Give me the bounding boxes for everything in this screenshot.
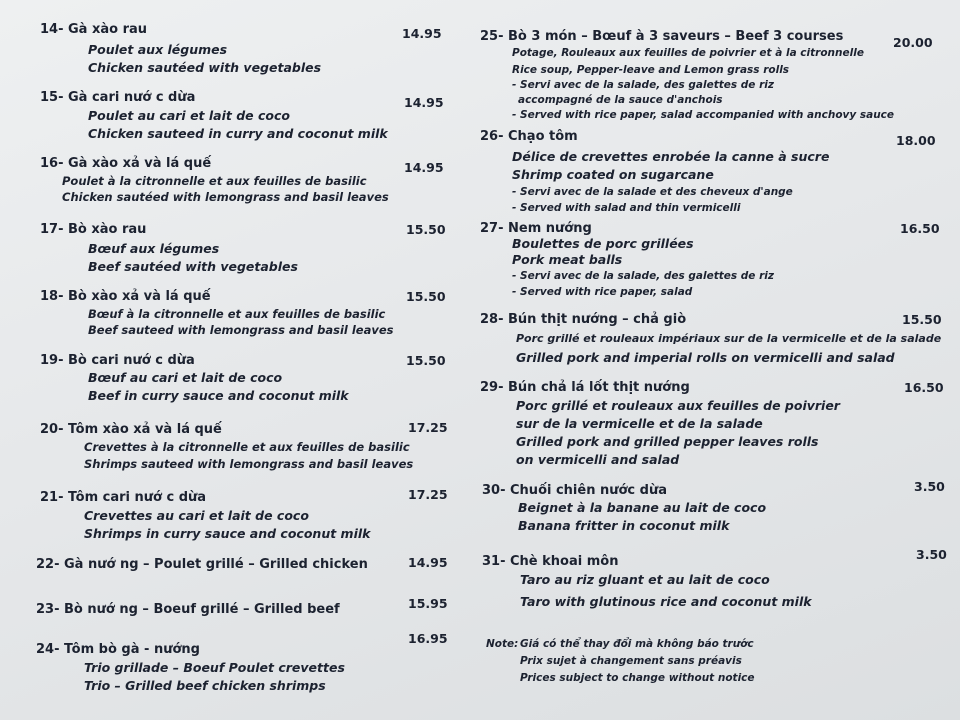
item-name: 24- Tôm bò gà - nướng — [36, 642, 200, 657]
item-name: 26- Chạo tôm — [480, 129, 578, 144]
item-desc-fr: Bœuf aux légumes — [88, 241, 220, 256]
item-desc-line: - Servi avec de la salade, des galettes de riz — [512, 79, 774, 91]
menu-item-15 — [40, 90, 444, 143]
menu-item-22 — [36, 555, 448, 572]
item-price: 14.95 — [404, 160, 444, 175]
item-desc-fr: Crevettes à la citronnelle et aux feuilles de basilic — [84, 440, 410, 454]
menu-item-28 — [480, 312, 940, 367]
item-price: 17.25 — [408, 420, 448, 435]
item-desc-line: Shrimp coated on sugarcane — [512, 167, 714, 182]
menu-item-24 — [36, 631, 448, 695]
item-desc-line: Délice de crevettes enrobée la canne à sucre — [512, 149, 830, 164]
item-price: 16.95 — [408, 631, 448, 646]
item-desc-line: Grilled pork and imperial rolls on vermicelli and salad — [516, 350, 895, 365]
item-name: 14- Gà xào rau — [40, 22, 148, 37]
item-price: 3.50 — [914, 479, 945, 494]
item-desc-en: Chicken sautéed with vegetables — [88, 60, 322, 75]
item-desc-line: Potage, Rouleaux aux feuilles de poivrier et à la citronnelle — [512, 47, 864, 59]
item-name: 21- Tôm cari nướ c dừa — [40, 490, 207, 505]
item-name: 18- Bò xào xả và lá quế — [40, 289, 211, 304]
menu-item-18 — [40, 289, 446, 338]
item-price: 15.50 — [902, 312, 942, 327]
item-desc-fr: Bœuf à la citronnelle et aux feuilles de basilic — [88, 307, 386, 321]
item-name: 29- Bún chả lá lốt thịt nướng — [480, 380, 690, 395]
item-desc-en: Beef in curry sauce and coconut milk — [88, 388, 349, 403]
item-price: 15.50 — [406, 289, 446, 304]
menu-item-20 — [40, 420, 448, 472]
item-desc-line: Porc grillé et rouleaux impériaux sur de la vermicelle et de la salade — [516, 332, 942, 345]
item-desc-line: accompagné de la sauce d'anchois — [518, 94, 723, 106]
menu-item-23 — [36, 596, 448, 617]
item-desc-line: Boulettes de porc grillées — [512, 236, 694, 251]
menu-item-31 — [482, 547, 947, 611]
menu-item-26 — [480, 129, 940, 216]
item-desc-line: Porc grillé et rouleaux aux feuilles de poivrier — [516, 398, 840, 413]
item-price: 15.50 — [406, 353, 446, 368]
note-line-fr: Prix sujet à changement sans préavis — [520, 655, 742, 667]
item-name: 17- Bò xào rau — [40, 222, 147, 237]
item-desc-line: Rice soup, Pepper-leave and Lemon grass rolls — [512, 64, 790, 76]
item-desc-en: Beef sauteed with lemongrass and basil leaves — [88, 323, 394, 337]
item-desc-fr: Trio grillade – Boeuf Poulet crevettes — [84, 660, 345, 675]
menu-item-29 — [480, 380, 944, 469]
item-price: 18.00 — [896, 133, 936, 148]
item-name: 23- Bò nướ ng – Boeuf grillé – Grilled beef — [36, 602, 340, 617]
item-name: 31- Chè khoai môn — [482, 554, 619, 569]
item-desc-en: Beef sautéed with vegetables — [88, 259, 298, 274]
item-price: 14.95 — [408, 555, 448, 570]
menu-item-21 — [40, 487, 448, 543]
menu-item-17 — [40, 222, 446, 276]
menu-item-16 — [40, 156, 444, 205]
item-price: 17.25 — [408, 487, 448, 502]
item-desc-line: Grilled pork and grilled pepper leaves rolls — [516, 434, 819, 449]
menu-item-19 — [40, 353, 446, 405]
item-desc-line: - Served with rice paper, salad accompanied with anchovy sauce — [512, 109, 895, 121]
item-price: 20.00 — [893, 35, 933, 50]
item-name: 22- Gà nướ ng – Poulet grillé – Grilled chicken — [36, 557, 368, 572]
item-name: 30- Chuối chiên nước dừa — [482, 483, 667, 498]
item-desc-line: - Served with salad and thin vermicelli — [512, 202, 741, 214]
item-price: 15.50 — [406, 222, 446, 237]
note-line-en: Prices subject to change without notice — [520, 672, 755, 684]
item-desc-en: Chicken sauteed in curry and coconut milk — [88, 126, 388, 141]
item-desc-line: - Servi avec de la salade et des cheveux d'ange — [512, 186, 793, 198]
item-name: 20- Tôm xào xả và lá quế — [40, 422, 222, 437]
menu-item-27 — [480, 221, 940, 300]
item-desc-en: Chicken sautéed with lemongrass and basil leaves — [62, 190, 389, 204]
item-desc-fr: Crevettes au cari et lait de coco — [84, 508, 309, 523]
item-price: 3.50 — [916, 547, 947, 562]
menu-item-30 — [482, 479, 945, 535]
item-desc-line: sur de la vermicelle et de la salade — [516, 416, 763, 431]
item-name: 16- Gà xào xả và lá quế — [40, 156, 212, 171]
item-desc-line: Taro with glutinous rice and coconut milk — [520, 594, 812, 609]
item-price: 14.95 — [404, 95, 444, 110]
item-price: 16.50 — [904, 380, 944, 395]
item-desc-en: Shrimps sauteed with lemongrass and basil leaves — [84, 457, 414, 471]
item-name: 27- Nem nướng — [480, 221, 592, 236]
item-desc-fr: Bœuf au cari et lait de coco — [88, 370, 283, 385]
item-name: 28- Bún thịt nướng – chả giò — [480, 312, 687, 327]
item-desc-en: Shrimps in curry sauce and coconut milk — [84, 526, 371, 541]
menu-item-25 — [480, 29, 940, 123]
menu-item-14 — [40, 22, 440, 77]
note-line-vi: Giá có thể thay đổi mà không báo trước — [520, 638, 754, 650]
item-desc-en: Trio – Grilled beef chicken shrimps — [84, 678, 326, 693]
item-name: 25- Bò 3 món – Bœuf à 3 saveurs – Beef 3 courses — [480, 29, 844, 44]
item-desc-fr: Poulet à la citronnelle et aux feuilles de basilic — [62, 174, 367, 188]
note-label: Note: — [486, 638, 519, 650]
item-price: 15.95 — [408, 596, 448, 611]
item-name: 15- Gà cari nướ c dừa — [40, 90, 196, 105]
item-desc-line: - Servi avec de la salade, des galettes de riz — [512, 270, 774, 282]
item-desc-line: Beignet à la banane au lait de coco — [518, 500, 767, 515]
item-desc-line: Taro au riz gluant et au lait de coco — [520, 572, 770, 587]
item-desc-fr: Poulet aux légumes — [88, 42, 228, 57]
item-desc-line: Banana fritter in coconut milk — [518, 518, 730, 533]
item-desc-line: on vermicelli and salad — [516, 452, 680, 467]
price-note — [486, 636, 755, 687]
item-price: 16.50 — [900, 221, 940, 236]
item-desc-line: - Served with rice paper, salad — [512, 286, 693, 298]
item-price: 14.95 — [402, 26, 442, 41]
item-name: 19- Bò cari nướ c dừa — [40, 353, 195, 368]
item-desc-fr: Poulet au cari et lait de coco — [88, 108, 290, 123]
item-desc-line: Pork meat balls — [512, 252, 623, 267]
